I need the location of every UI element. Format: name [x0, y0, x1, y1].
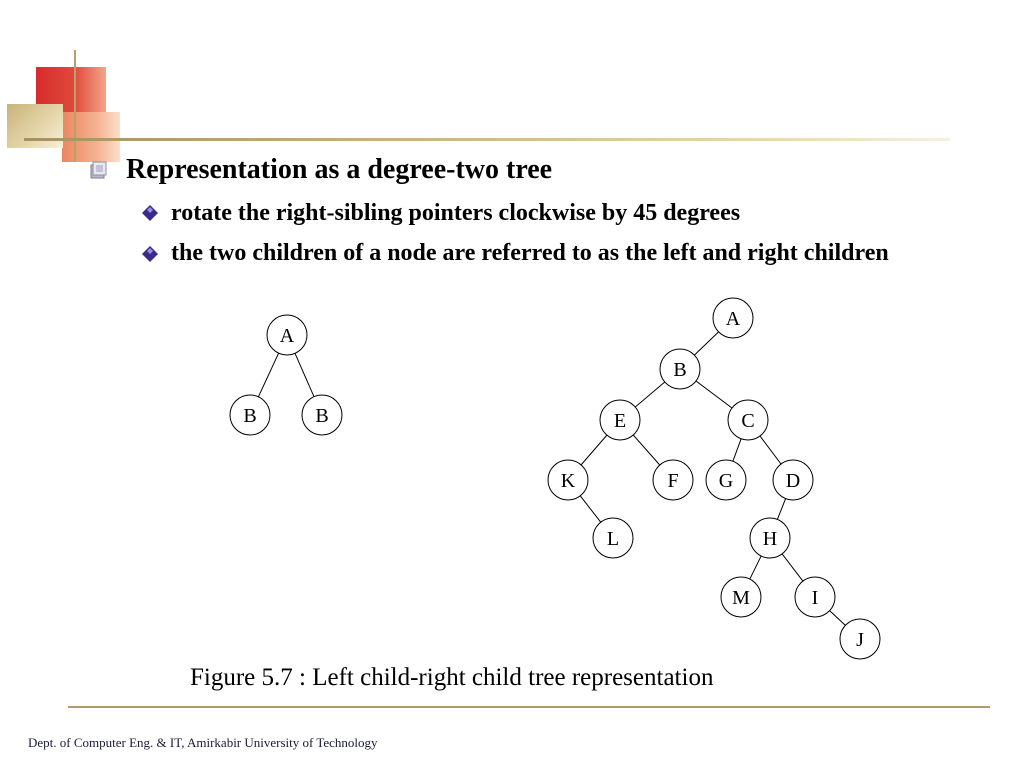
footer-rule	[68, 706, 990, 708]
tree-node-label: F	[667, 470, 679, 492]
tree-node-label: B	[243, 405, 257, 427]
tree-edge	[295, 353, 314, 396]
tree-edge	[635, 382, 665, 407]
tree-edge	[733, 439, 741, 461]
tree-edge	[258, 353, 278, 397]
large-tree	[548, 298, 880, 659]
tree-node-label: H	[762, 528, 778, 550]
tree-edge	[782, 554, 803, 581]
tree-edge	[633, 435, 660, 465]
tree-edge	[777, 499, 785, 520]
tree-edge	[696, 381, 732, 408]
tree-edge	[694, 332, 718, 355]
tree-node-label: D	[785, 470, 801, 492]
tree-edge	[760, 436, 781, 464]
tree-node-label: C	[741, 410, 755, 432]
bullet-level2-text-2: the two children of a node are referred to as the left and right children	[171, 240, 889, 266]
tree-node-label: B	[315, 405, 329, 427]
tree-node-label: G	[718, 470, 734, 492]
tree-node-label: L	[606, 528, 620, 550]
tree-edge	[581, 435, 607, 465]
tree-edge	[830, 611, 846, 626]
tree-node-label: M	[732, 587, 750, 609]
tree-node-label: J	[856, 629, 864, 651]
bullet-level1-text: Representation as a degree-two tree	[126, 154, 553, 185]
tree-node-label: A	[279, 325, 295, 347]
small-tree	[230, 315, 342, 435]
tree-edge	[750, 556, 761, 579]
footer-text: Dept. of Computer Eng. & IT, Amirkabir University of Technology	[28, 735, 378, 750]
bullet-level2-text-1: rotate the right-sibling pointers clockwise by 45 degrees	[171, 200, 741, 226]
tree-node-label: I	[811, 587, 819, 609]
tree-node-label: E	[613, 410, 627, 432]
tree-node-label: B	[673, 359, 687, 381]
tree-node-label: A	[725, 308, 741, 330]
figure-caption: Figure 5.7 : Left child-right child tree representation	[190, 664, 714, 691]
tree-node-label: K	[560, 470, 576, 492]
tree-edge	[580, 496, 600, 522]
